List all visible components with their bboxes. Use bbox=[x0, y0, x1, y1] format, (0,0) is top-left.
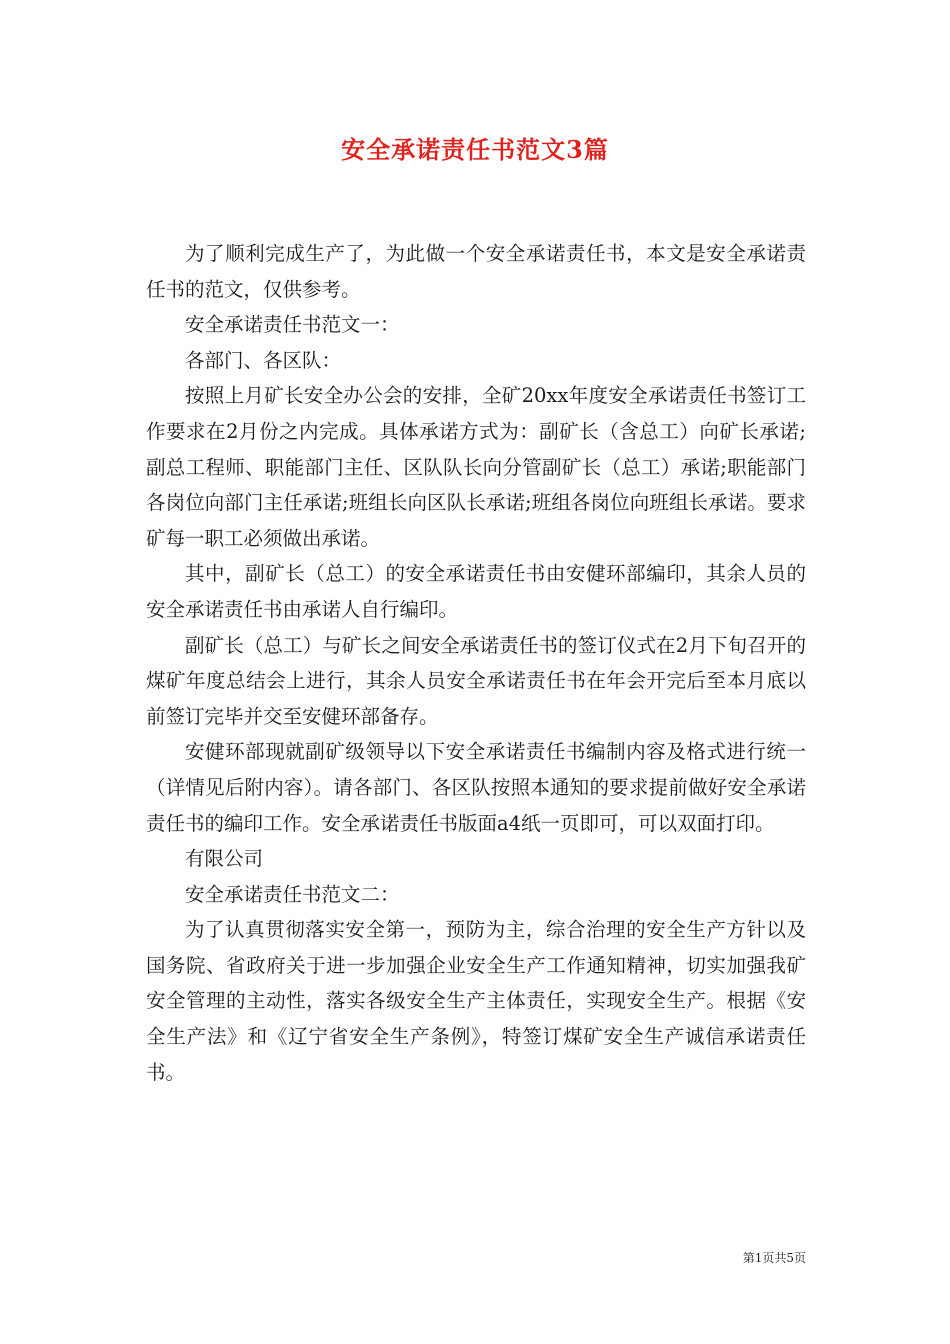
paragraph: 各部门、各区队： bbox=[185, 348, 342, 372]
paragraph: 为了认真贯彻落实安全第一，预防为主，综合治理的安全生产方针以及国务院、省政府关于进一步加强企业安全生产工作通知精神，切实加强我矿安全管理的主动性，落实各级安全生产主体责任，实现安全生产。根据《安全生产法》和《辽宁省安全生产条例》，特签订煤矿安全生产诚信承诺责任书。 bbox=[146, 918, 806, 1084]
paragraph: 有限公司 bbox=[185, 847, 264, 871]
paragraph: 其中，副矿长（总工）的安全承诺责任书由安健环部编印，其余人员的安全承诺责任书由承诺人自行编印。 bbox=[146, 562, 806, 621]
paragraph: 按照上月矿长安全办公会的安排，全矿20xx年度安全承诺责任书签订工作要求在2月份之内完成。具体承诺方式为：副矿长（含总工）向矿长承诺;副总工程师、职能部门主任、区队队长向分管副矿长（总工）承诺;职能部门各岗位向部门主任承诺;班组长向区队长承诺;班组各岗位向班组长承诺。要求矿每一职工必须做出承诺。 bbox=[146, 384, 806, 550]
page-number: 第1页共5页 bbox=[742, 1251, 806, 1265]
paragraph: 安健环部现就副矿级领导以下安全承诺责任书编制内容及格式进行统一（详情见后附内容）。请各部门、各区队按照本通知的要求提前做好安全承诺责任书的编印工作。安全承诺责任书版面a4纸一页即可，可以双面打印。 bbox=[146, 740, 806, 835]
document-title: 安全承诺责任书范文3篇 bbox=[341, 135, 609, 164]
document-body bbox=[146, 236, 806, 1090]
paragraph: 安全承诺责任书范文二： bbox=[185, 882, 400, 906]
paragraph: 为了顺利完成生产了，为此做一个安全承诺责任书，本文是安全承诺责任书的范文，仅供参考。 bbox=[146, 242, 806, 301]
paragraph: 安全承诺责任书范文一： bbox=[185, 313, 400, 337]
paragraph: 副矿长（总工）与矿长之间安全承诺责任书的签订仪式在2月下旬召开的煤矿年度总结会上进行，其余人员安全承诺责任书在年会开完后至本月底以前签订完毕并交至安健环部备存。 bbox=[146, 633, 806, 728]
